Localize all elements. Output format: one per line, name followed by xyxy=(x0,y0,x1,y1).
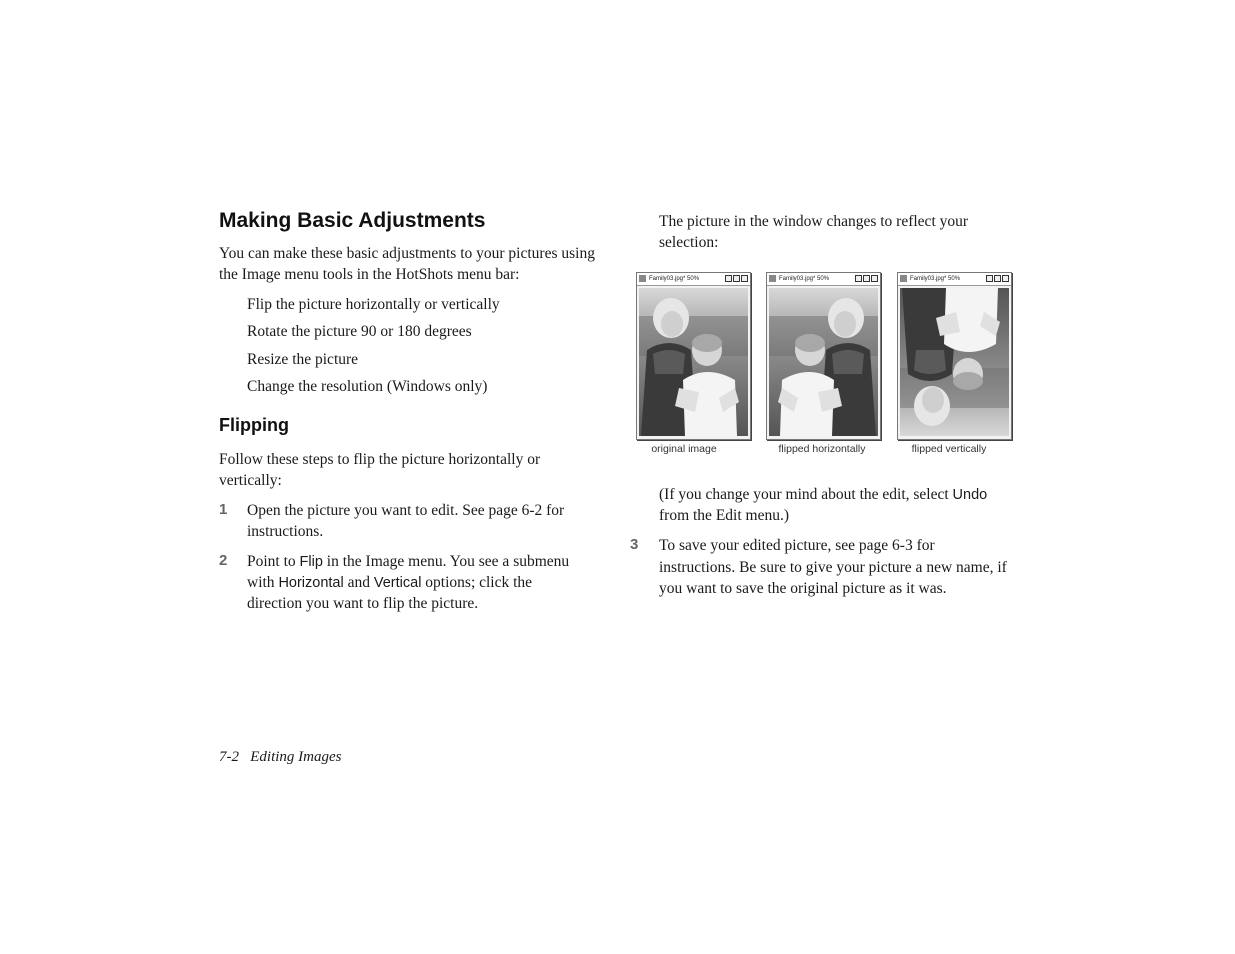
window-titlebar xyxy=(898,273,1011,286)
section-name: Editing Images xyxy=(250,749,342,765)
step-3-line-1: To save your edited picture, see page 6-3 for xyxy=(659,537,935,554)
photo-flipped-vertically xyxy=(900,288,1009,436)
minimize-icon[interactable] xyxy=(986,275,993,282)
bullet-item: Rotate the picture 90 or 180 degrees xyxy=(247,323,472,340)
undo-line-2: from the Edit menu.) xyxy=(659,507,789,524)
maximize-icon[interactable] xyxy=(994,275,1001,282)
text: options; click the xyxy=(421,574,533,591)
image-window-flipped-horizontally xyxy=(766,272,881,440)
close-icon[interactable] xyxy=(741,275,748,282)
step-number: 1 xyxy=(219,501,228,518)
steps-intro-line-1: Follow these steps to flip the picture horizontally or xyxy=(219,451,541,468)
intro-line-1: You can make these basic adjustments to your pictures using xyxy=(219,245,595,262)
result-line-2: selection: xyxy=(659,234,719,251)
caption-original: original image xyxy=(651,443,717,455)
text: and xyxy=(343,574,374,591)
caption-flipped-vertically: flipped vertically xyxy=(911,443,987,455)
step-2-line-3: direction you want to flip the picture. xyxy=(247,595,479,612)
minimize-icon[interactable] xyxy=(855,275,862,282)
step-1-line-1: Open the picture you want to edit. See page 6-2 for xyxy=(247,502,565,519)
window-titlebar xyxy=(767,273,880,286)
step-2-line-1 xyxy=(247,551,569,573)
text: in the Image menu. You see a submenu xyxy=(322,553,570,570)
step-number: 3 xyxy=(630,536,639,553)
page-number: 7-2 xyxy=(219,749,239,765)
app-icon xyxy=(900,275,907,282)
window-titlebar xyxy=(637,273,750,286)
app-icon xyxy=(639,275,646,282)
text: (If you change your mind about the edit, select xyxy=(659,486,953,503)
window-title: Family03.jpg* 50% xyxy=(779,276,830,282)
ui-term-vertical: Vertical xyxy=(373,575,422,591)
close-icon[interactable] xyxy=(1002,275,1009,282)
steps-intro-line-2: vertically: xyxy=(219,472,282,489)
caption-flipped-horizontally: flipped horizontally xyxy=(778,443,866,455)
page-footer xyxy=(219,749,342,766)
maximize-icon[interactable] xyxy=(863,275,870,282)
app-icon xyxy=(769,275,776,282)
step-2-line-2 xyxy=(247,572,532,594)
image-window-original xyxy=(636,272,751,440)
intro-line-2: the Image menu tools in the HotShots menu bar: xyxy=(219,266,520,283)
window-title: Family03.jpg* 50% xyxy=(910,276,961,282)
text: with xyxy=(247,574,279,591)
bullet-item: Flip the picture horizontally or vertically xyxy=(247,296,500,313)
step-3-line-2: instructions. Be sure to give your picture a new name, if xyxy=(659,559,1007,576)
ui-term-undo: Undo xyxy=(952,487,988,503)
minimize-icon[interactable] xyxy=(725,275,732,282)
result-line-1: The picture in the window changes to reflect your xyxy=(659,213,969,230)
photo-original xyxy=(639,288,748,436)
window-title: Family03.jpg* 50% xyxy=(649,276,700,282)
photo-flipped-horizontally xyxy=(769,288,878,436)
bullet-item: Change the resolution (Windows only) xyxy=(247,378,488,395)
ui-term-horizontal: Horizontal xyxy=(278,575,344,591)
section-heading: Flipping xyxy=(219,415,289,435)
undo-line-1 xyxy=(659,484,987,506)
maximize-icon[interactable] xyxy=(733,275,740,282)
close-icon[interactable] xyxy=(871,275,878,282)
ui-term-flip: Flip xyxy=(299,554,323,570)
step-1-line-2: instructions. xyxy=(247,523,324,540)
step-3-line-3: you want to save the original picture as it was. xyxy=(659,580,947,597)
image-window-flipped-vertically xyxy=(897,272,1012,440)
page-heading: Making Basic Adjustments xyxy=(219,209,486,232)
step-number: 2 xyxy=(219,552,228,569)
text: Point to xyxy=(247,553,300,570)
bullet-item: Resize the picture xyxy=(247,351,359,368)
